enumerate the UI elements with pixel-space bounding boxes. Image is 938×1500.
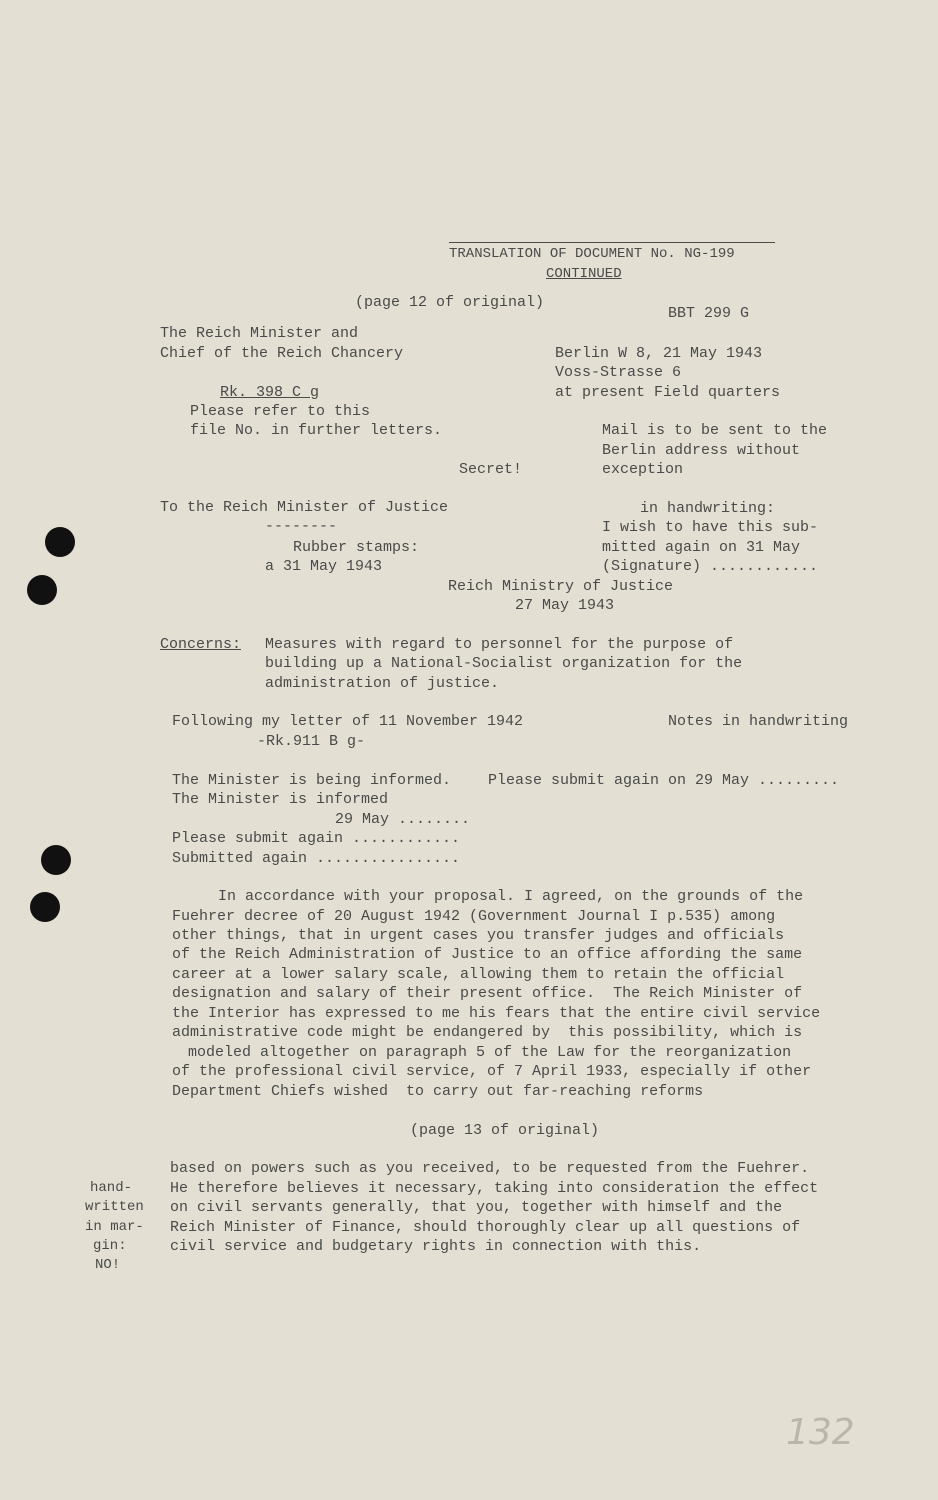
reference-number: Rk. 398 C g bbox=[220, 384, 320, 401]
handwriting-line-2: mitted again on 31 May bbox=[602, 539, 801, 556]
minister-note-5: Submitted again ................ bbox=[172, 850, 461, 867]
minister-note-3: 29 May ........ bbox=[335, 811, 471, 828]
sender-line-2: Chief of the Reich Chancery bbox=[160, 345, 404, 362]
file-code: BBT 299 G bbox=[668, 305, 750, 322]
margin-note-line: written bbox=[85, 1199, 144, 1215]
page-reference-2: (page 13 of original) bbox=[410, 1122, 600, 1139]
body2-line: He therefore believes it necessary, taking into consideration the effect bbox=[170, 1180, 819, 1197]
body-line: Fuehrer decree of 20 August 1942 (Government Journal I p.535) among bbox=[172, 908, 776, 925]
concerns-line-2: building up a National-Socialist organization for the bbox=[265, 655, 743, 672]
handwriting-label: in handwriting: bbox=[640, 500, 776, 517]
body-line: In accordance with your proposal. I agreed, on the grounds of the bbox=[218, 888, 804, 905]
recipient-dashes: -------- bbox=[265, 518, 338, 535]
concerns-line-3: administration of justice. bbox=[265, 675, 500, 692]
stamp-ministry-date: 27 May 1943 bbox=[515, 597, 615, 614]
document-title: TRANSLATION OF DOCUMENT No. NG-199 bbox=[449, 246, 735, 262]
handwriting-line-3: (Signature) ............ bbox=[602, 558, 819, 575]
page-reference: (page 12 of original) bbox=[355, 294, 545, 311]
handwritten-page-number: 132 bbox=[786, 1412, 855, 1453]
minister-note-1-right: Please submit again on 29 May ......... bbox=[488, 772, 840, 789]
stamp-ministry: Reich Ministry of Justice bbox=[448, 578, 674, 595]
secret-label: Secret! bbox=[459, 461, 523, 478]
body-line: Department Chiefs wished to carry out far-reaching reforms bbox=[172, 1083, 704, 1100]
recipient-line: To the Reich Minister of Justice bbox=[160, 499, 449, 516]
address-line-2: Voss-Strasse 6 bbox=[555, 364, 682, 381]
margin-note-line: in mar- bbox=[85, 1219, 144, 1235]
punch-hole-1 bbox=[45, 527, 75, 557]
sender-line-1: The Reich Minister and bbox=[160, 325, 359, 342]
body-line: modeled altogether on paragraph 5 of the Law for the reorganization bbox=[188, 1044, 792, 1061]
mail-note-3: exception bbox=[602, 461, 684, 478]
handwriting-line-1: I wish to have this sub- bbox=[602, 519, 819, 536]
stamp-date: a 31 May 1943 bbox=[265, 558, 383, 575]
concerns-label: Concerns: bbox=[160, 636, 242, 653]
minister-note-1: The Minister is being informed. bbox=[172, 772, 452, 789]
minister-note-2: The Minister is informed bbox=[172, 791, 389, 808]
margin-note-line: NO! bbox=[95, 1257, 121, 1273]
body-line: other things, that in urgent cases you transfer judges and officials bbox=[172, 927, 785, 944]
punch-hole-3 bbox=[41, 845, 71, 875]
body-line: administrative code might be endangered by this possibility, which is bbox=[172, 1024, 803, 1041]
body-line: of the professional civil service, of 7 April 1933, especially if other bbox=[172, 1063, 812, 1080]
mail-note-1: Mail is to be sent to the bbox=[602, 422, 828, 439]
mail-note-2: Berlin address without bbox=[602, 442, 801, 459]
continued-label: CONTINUED bbox=[546, 266, 622, 282]
body2-line: Reich Minister of Finance, should thoroughly clear up all questions of bbox=[170, 1219, 801, 1236]
margin-note-line: gin: bbox=[93, 1238, 127, 1254]
concerns-line-1: Measures with regard to personnel for the purpose of bbox=[265, 636, 734, 653]
following-line-2: -Rk.911 B g- bbox=[257, 733, 366, 750]
reference-note-1: Please refer to this bbox=[190, 403, 371, 420]
minister-note-4: Please submit again ............ bbox=[172, 830, 461, 847]
reference-note-2: file No. in further letters. bbox=[190, 422, 443, 439]
address-line-1: Berlin W 8, 21 May 1943 bbox=[555, 345, 763, 362]
body-line: career at a lower salary scale, allowing them to retain the official bbox=[172, 966, 785, 983]
body-line: the Interior has expressed to me his fears that the entire civil service bbox=[172, 1005, 821, 1022]
rubber-stamps-label: Rubber stamps: bbox=[293, 539, 420, 556]
punch-hole-2 bbox=[27, 575, 57, 605]
address-line-3: at present Field quarters bbox=[555, 384, 781, 401]
handwriting-notes-label: Notes in handwriting bbox=[668, 713, 849, 730]
body-line: of the Reich Administration of Justice to an office affording the same bbox=[172, 946, 803, 963]
body2-line: based on powers such as you received, to be requested from the Fuehrer. bbox=[170, 1160, 810, 1177]
following-line-1: Following my letter of 11 November 1942 bbox=[172, 713, 524, 730]
body-line: designation and salary of their present office. The Reich Minister of bbox=[172, 985, 803, 1002]
title-rule bbox=[449, 242, 775, 243]
body2-line: on civil servants generally, that you, together with himself and the bbox=[170, 1199, 783, 1216]
body2-line: civil service and budgetary rights in connection with this. bbox=[170, 1238, 702, 1255]
margin-note-line: hand- bbox=[90, 1180, 133, 1196]
punch-hole-4 bbox=[30, 892, 60, 922]
